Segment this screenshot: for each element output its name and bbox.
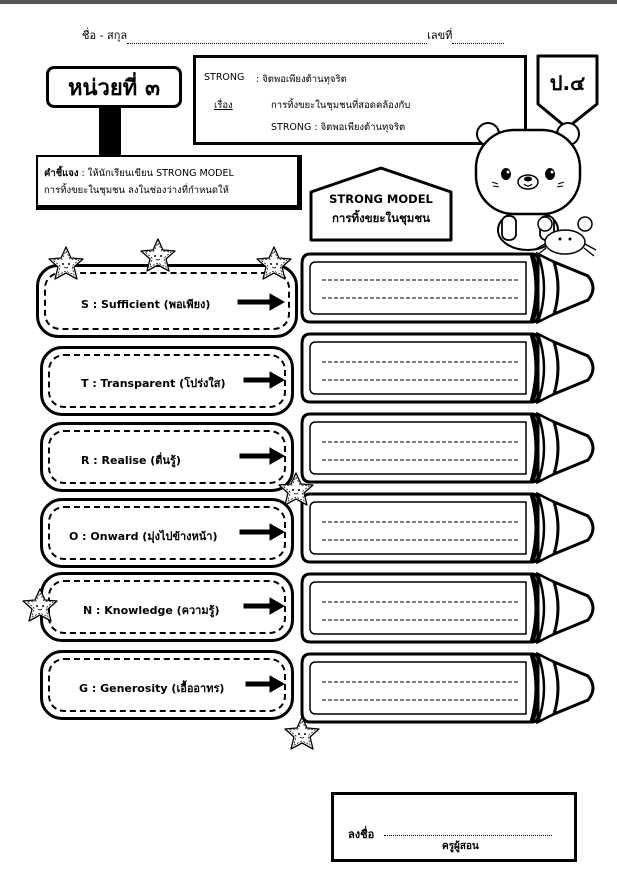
signature-box (331, 792, 577, 862)
grade-label: ป.๔ (549, 71, 586, 95)
instruction-text-2: การทิ้งขยะในชุมชน ลงในช่องว่างที่กำหนดให้ (44, 185, 229, 196)
model-line-1: STRONG MODEL (329, 192, 433, 206)
signature-label: ลงชื่อ (348, 828, 375, 841)
star-icon (49, 247, 83, 279)
unit-title: หน่วยที่ ๓ (46, 66, 182, 108)
star-icon (285, 717, 319, 749)
strong-card-label: T : Transparent (โปร่งใส) (81, 377, 226, 390)
name-label: ชื่อ - สกุล (82, 29, 128, 42)
subject-key: เรื่อง (214, 100, 233, 111)
subject-line-1: การทิ้งขยะในชุมชนที่สอดคล้องกับ (271, 100, 411, 111)
signature-role: ครูผู้สอน (442, 841, 479, 852)
star-icon (23, 589, 57, 621)
star-icon (257, 247, 291, 279)
instruction-text-1: : ให้นักเรียนเขียน STRONG MODEL (81, 168, 234, 179)
model-line-2: การทิ้งขยะในชุมชน (331, 211, 431, 225)
strong-card-label: N : Knowledge (ความรู้) (83, 604, 220, 617)
strong-card-label: R : Realise (ตื่นรู้) (81, 454, 181, 467)
number-label: เลขที่ (427, 29, 453, 42)
instruction-key: คำชี้แจง (44, 168, 79, 179)
topic-value: : จิตพอเพียงต้านทุจริต (256, 74, 347, 85)
star-icon (279, 473, 313, 505)
strong-card-label: G : Generosity (เอื้ออาทร) (79, 682, 225, 695)
strong-card-label: O : Onward (มุ่งไปข้างหน้า) (69, 530, 218, 543)
star-icon (141, 239, 175, 271)
signature-line[interactable] (384, 835, 552, 836)
topic-key: STRONG (204, 72, 245, 83)
strong-card-label: S : Sufficient (พอเพียง) (81, 298, 211, 311)
subject-line-2: STRONG : จิตพอเพียงต้านทุจริต (271, 122, 406, 133)
